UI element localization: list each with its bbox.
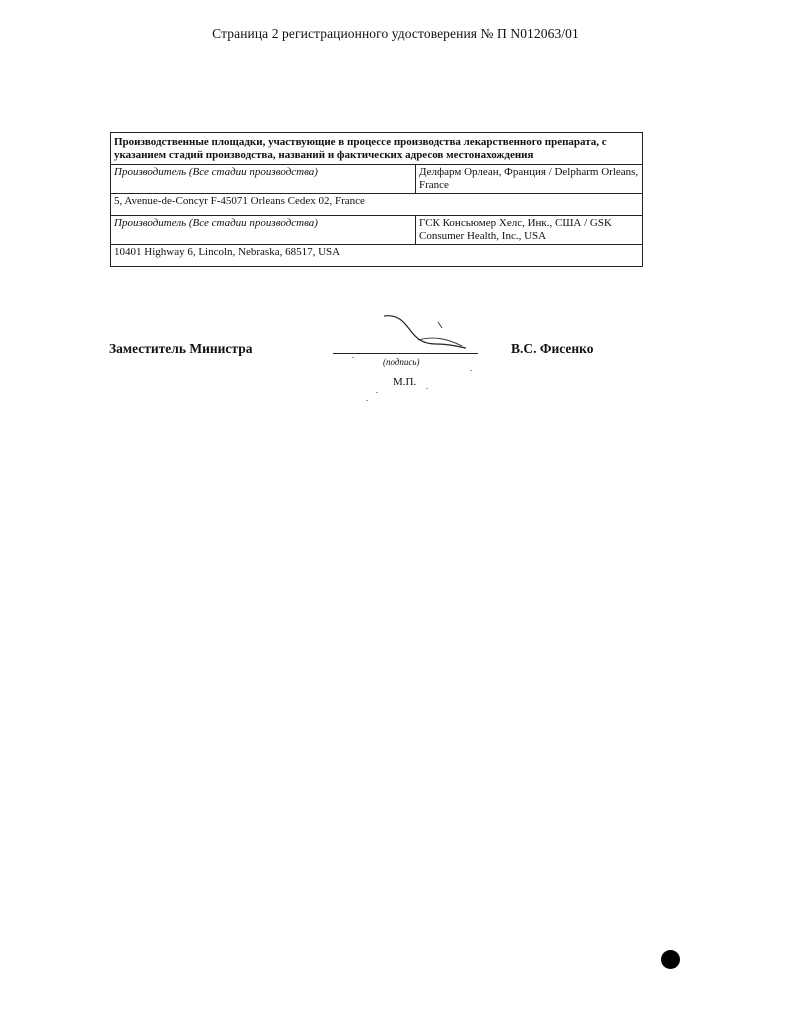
manufacturer-address: 10401 Highway 6, Lincoln, Nebraska, 68517, USA [111,245,643,267]
manufacturer-role: Производитель (Все стадии производства) [111,165,416,194]
manufacturer-name: Делфарм Орлеан, Франция / Delpharm Orleans, France [416,165,643,194]
table-header-row [111,133,643,165]
table-heading: Производственные площадки, участвующие в процессе производства лекарственного препарата, с указанием стадий производства, названий и фактических адресов местонахождения [111,133,643,165]
stamp-label: М.П. [393,376,417,388]
manufacturing-sites-table [110,132,643,267]
table-row [111,165,643,194]
table-row [111,194,643,216]
signatory-name: В.С. Фисенко [511,341,594,356]
manufacturer-name: ГСК Консьюмер Хелс, Инк., США / GSK Consumer Health, Inc., USA [416,216,643,245]
signature-line [333,353,478,354]
manufacturer-role: Производитель (Все стадии производства) [111,216,416,245]
scan-speck [426,388,428,389]
signatory-position: Заместитель Министра [109,341,253,356]
table-row [111,216,643,245]
scan-speck [366,400,368,401]
signature-caption: (подпись) [383,357,420,367]
scan-speck [376,392,378,393]
scan-speck [352,357,354,358]
manufacturer-address: 5, Avenue-de-Concyr F-45071 Orleans Cedex 02, France [111,194,643,216]
table-row [111,245,643,267]
scan-speck [470,370,472,371]
page-header: Страница 2 регистрационного удостоверения № П N012063/01 [212,26,579,41]
page-marker-dot [661,950,680,969]
